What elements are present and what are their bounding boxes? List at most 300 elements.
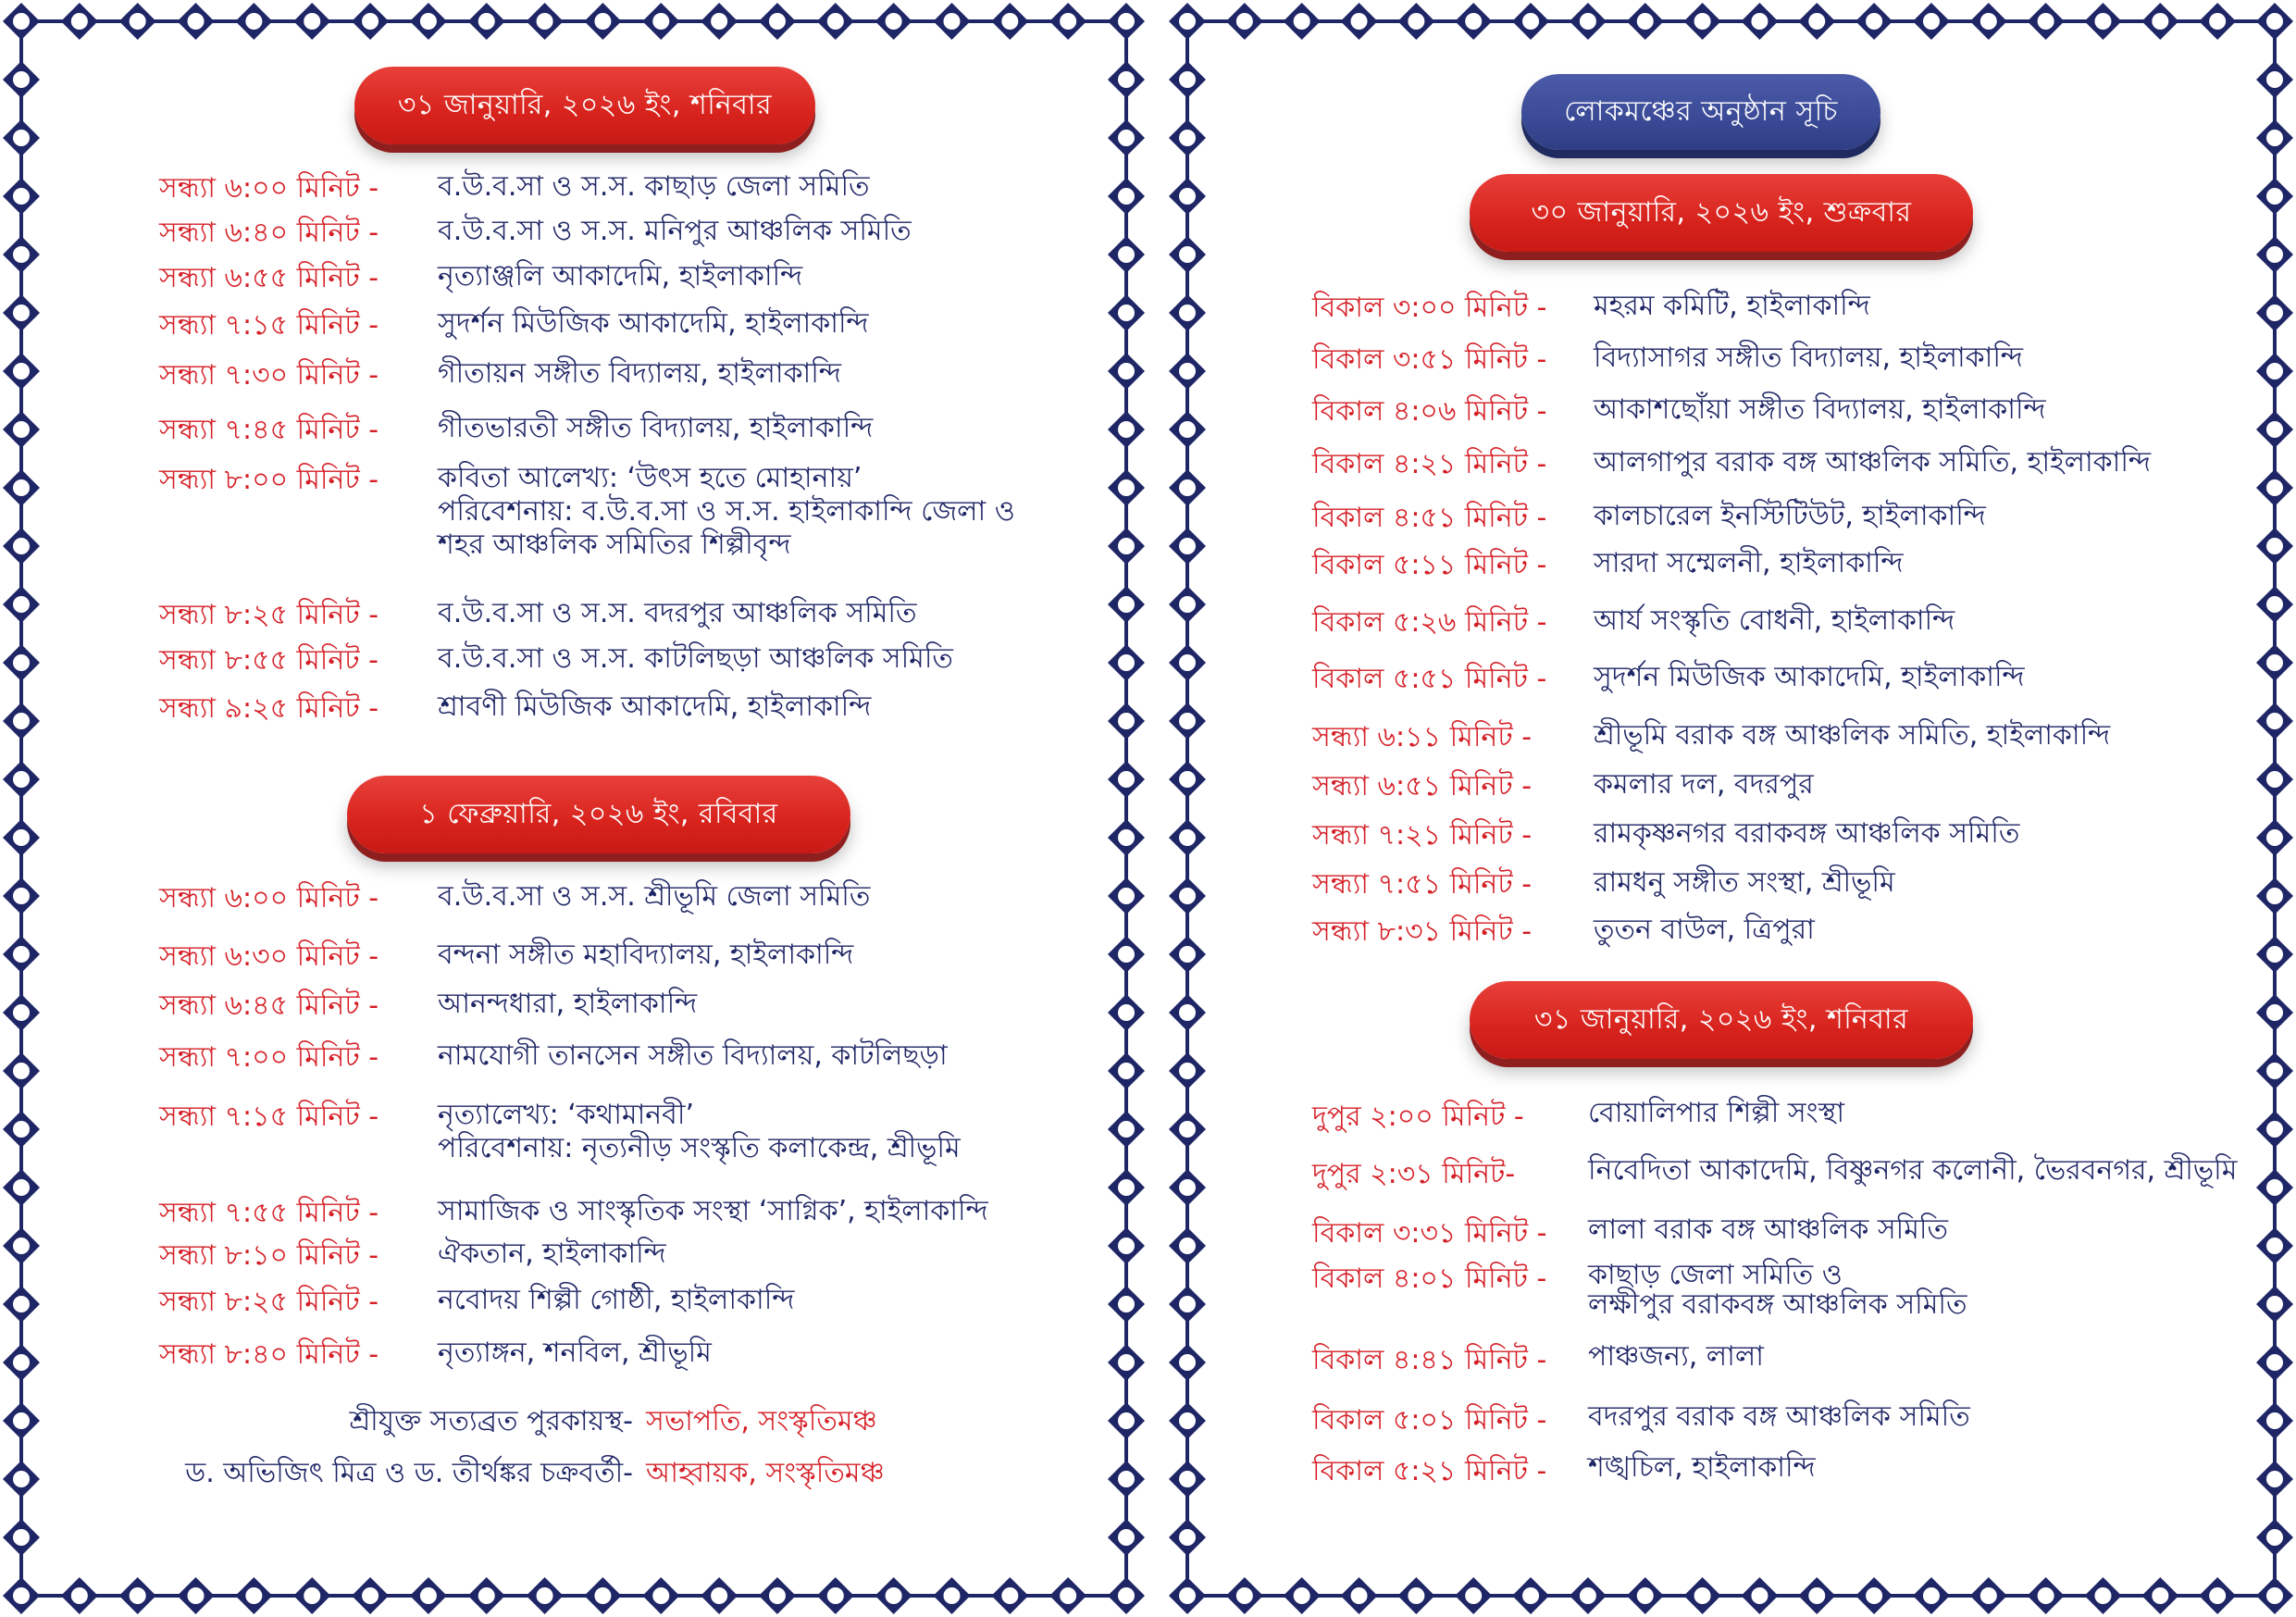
diamond-ornament <box>3 761 40 798</box>
schedule-event <box>438 1039 948 1073</box>
schedule-time: সন্ধ্যা ৬:৪০ মিনিট - <box>159 217 379 249</box>
diamond-ornament <box>3 703 40 740</box>
diamond-ornament <box>1108 1227 1145 1264</box>
diamond-ornament <box>817 1577 854 1614</box>
diamond-ornament <box>2028 1577 2065 1614</box>
diamond-ornament <box>119 3 156 40</box>
schedule-time: বিকাল ৩:৩১ মিনিট - <box>1312 1217 1547 1250</box>
diamond-ornament <box>1169 644 1206 681</box>
diamond-ornament <box>584 1577 621 1614</box>
schedule-event <box>1594 446 2151 479</box>
diamond-ornament <box>1169 936 1206 973</box>
diamond-ornament <box>2084 3 2121 40</box>
event-line: লক্ষীপুর বরাকবঙ্গ আঞ্চলিক সমিতি <box>1588 1288 1967 1321</box>
schedule-time: সন্ধ্যা ৮:৫৫ মিনিট - <box>159 644 379 677</box>
diamond-ornament <box>2256 353 2293 390</box>
diamond-ornament <box>2199 1577 2236 1614</box>
schedule-event <box>438 597 916 630</box>
diamond-ornament <box>293 1577 330 1614</box>
diamond-ornament <box>2256 178 2293 215</box>
event-line: নৃত্যাঙ্গন, শনবিল, শ্রীভূমি <box>438 1337 712 1369</box>
event-line: নৃত্যাঞ্জলি আকাদেমি, হাইলাকান্দি <box>438 260 803 292</box>
diamond-ornament <box>2028 3 2065 40</box>
diamond-ornament <box>1169 819 1206 856</box>
schedule-event <box>1594 768 1814 802</box>
diamond-ornament <box>1169 703 1206 740</box>
event-line: বদরপুর বরাক বঙ্গ আঞ্চলিক সমিতি <box>1588 1400 1970 1433</box>
diamond-ornament <box>1049 3 1086 40</box>
event-line: তুতন বাউল, ত্রিপুরা <box>1594 914 1815 946</box>
schedule-time: বিকাল ৫:২৬ মিনিট - <box>1312 606 1547 639</box>
diamond-ornament <box>1169 1111 1206 1148</box>
diamond-ornament <box>410 1577 447 1614</box>
day-header-30-jan: ৩০ জানুয়ারি, ২০২৬ ইং, শুক্রবার <box>1470 174 1973 252</box>
event-line: কমলার দল, বদরপুর <box>1594 768 1814 801</box>
diamond-ornament <box>1169 877 1206 914</box>
schedule-time: বিকাল ৪:৪১ মিনিট - <box>1312 1344 1547 1376</box>
diamond-ornament <box>527 1577 564 1614</box>
diamond-ornament <box>933 3 970 40</box>
schedule-time: সন্ধ্যা ৮:৪০ মিনিট - <box>159 1338 379 1371</box>
schedule-time: বিকাল ৩:০০ মিনিট - <box>1312 292 1547 324</box>
schedule-event <box>1594 817 2019 851</box>
schedule-time: সন্ধ্যা ৮:২৫ মিনিট - <box>159 1286 379 1318</box>
event-line: আলগাপুর বরাক বঙ্গ আঞ্চলিক সমিতি, হাইলাকান্দি <box>1594 446 2152 479</box>
diamond-ornament <box>119 1577 156 1614</box>
event-line: আর্য সংস্কৃতি বোধনী, হাইলাকান্দি <box>1594 604 1955 637</box>
schedule-time: বিকাল ৪:০১ মিনিট - <box>1312 1263 1547 1295</box>
event-line: সারদা সম্মেলনী, হাইলাকান্দি <box>1594 547 1904 579</box>
diamond-ornament <box>1169 411 1206 448</box>
schedule-event <box>438 1337 712 1370</box>
diamond-ornament <box>1169 1519 1206 1556</box>
diamond-ornament <box>1108 178 1145 215</box>
diamond-ornament <box>1855 1577 1893 1614</box>
diamond-ornament <box>1512 3 1549 40</box>
diamond-ornament <box>1108 61 1145 98</box>
diamond-ornament <box>293 3 330 40</box>
event-line: পরিবেশনায়: ব.উ.ব.সা ও স.স. হাইলাকান্দি জেলা ও <box>438 495 1015 528</box>
diamond-ornament <box>1169 1227 1206 1264</box>
diamond-ornament <box>3 1402 40 1439</box>
schedule-time: সন্ধ্যা ৭:৩০ মিনিট - <box>159 359 379 392</box>
schedule-time: সন্ধ্যা ৮:০০ মিনিট - <box>159 464 379 496</box>
diamond-ornament <box>2256 411 2293 448</box>
diamond-ornament <box>3 236 40 273</box>
schedule-time: সন্ধ্যা ৬:৪৫ মিনিট - <box>159 989 379 1022</box>
schedule-event <box>438 642 953 676</box>
diamond-ornament <box>2256 644 2293 681</box>
schedule-time: বিকাল ৪:২১ মিনিট - <box>1312 448 1547 480</box>
diamond-ornament <box>1108 877 1145 914</box>
event-line: আকাশছোঁয়া সঙ্গীত বিদ্যালয়, হাইলাকান্দি <box>1594 393 2046 426</box>
schedule-time: সন্ধ্যা ৭:২১ মিনিট - <box>1312 819 1533 852</box>
event-line: সুদর্শন মিউজিক আকাদেমি, হাইলাকান্দি <box>1594 661 2025 693</box>
diamond-ornament <box>468 1577 505 1614</box>
schedule-event <box>438 1238 666 1271</box>
diamond-ornament <box>1226 3 1263 40</box>
schedule-event <box>438 1099 961 1165</box>
schedule-event <box>1588 1215 1948 1245</box>
diamond-ornament <box>1169 294 1206 331</box>
diamond-ornament <box>1108 1052 1145 1089</box>
diamond-ornament <box>235 3 272 40</box>
diamond-ornament <box>1169 469 1206 506</box>
diamond-ornament <box>1108 1461 1145 1498</box>
diamond-ornament <box>1108 1169 1145 1206</box>
diamond-ornament <box>1226 1577 1263 1614</box>
event-line: নৃত্যালেখ্য: ‘কথামানবী’ <box>438 1099 694 1131</box>
event-line: বিদ্যাসাগর সঙ্গীত বিদ্যালয়, হাইলাকান্দি <box>1594 342 2023 374</box>
diamond-ornament <box>2256 1286 2293 1323</box>
schedule-time: দুপুর ২:৩১ মিনিট- <box>1312 1158 1516 1190</box>
schedule-time: সন্ধ্যা ৭:১৫ মিনিট - <box>159 1101 379 1133</box>
event-line: শঙ্খচিল, হাইলাকান্দি <box>1588 1451 1816 1484</box>
diamond-ornament <box>1169 1461 1206 1498</box>
schedule-time: সন্ধ্যা ৭:৫৫ মিনিট - <box>159 1197 379 1229</box>
schedule-time: বিকাল ৩:৫১ মিনিট - <box>1312 343 1547 376</box>
diamond-ornament <box>1169 1169 1206 1206</box>
event-line: ব.উ.ব.সা ও স.স. শ্রীভূমি জেলা সমিতি <box>438 880 871 913</box>
diamond-ornament <box>1684 3 1721 40</box>
diamond-ornament <box>642 3 679 40</box>
schedule-event <box>1588 1099 1844 1128</box>
diamond-ornament <box>2256 1169 2293 1206</box>
schedule-event <box>1588 1453 1816 1483</box>
diamond-ornament <box>3 1052 40 1089</box>
diamond-ornament <box>701 3 738 40</box>
diamond-ornament <box>1169 1402 1206 1439</box>
event-line: গীতভারতী সঙ্গীত বিদ্যালয়, হাইলাকান্দি <box>438 412 874 444</box>
diamond-ornament <box>2256 236 2293 273</box>
diamond-ornament <box>933 1577 970 1614</box>
diamond-ornament <box>1108 3 1145 40</box>
diamond-ornament <box>2141 1577 2178 1614</box>
diamond-ornament <box>1108 1344 1145 1381</box>
diamond-ornament <box>2256 761 2293 798</box>
day-header-1-feb: ১ ফেব্রুয়ারি, ২০২৬ ইং, রবিবার <box>347 776 850 853</box>
diamond-ornament <box>1169 3 1206 40</box>
program-title-badge: লোকমঞ্চের অনুষ্ঠান সূচি <box>1521 74 1880 150</box>
diamond-ornament <box>2256 469 2293 506</box>
diamond-ornament <box>1108 528 1145 565</box>
schedule-time: সন্ধ্যা ৯:২৫ মিনিট - <box>159 692 379 725</box>
diamond-ornament <box>2256 1111 2293 1148</box>
schedule-event <box>438 1284 794 1317</box>
event-line: বোয়ালিপার শিল্পী সংস্থা <box>1588 1097 1845 1129</box>
diamond-ornament <box>875 1577 912 1614</box>
diamond-ornament <box>1108 936 1145 973</box>
diamond-ornament <box>178 3 215 40</box>
event-line: সামাজিক ও সাংস্কৃতিক সংস্থা ‘সাগ্নিক’, হাইলাকান্দি <box>438 1195 988 1227</box>
diamond-ornament <box>2199 3 2236 40</box>
diamond-ornament <box>352 3 389 40</box>
diamond-ornament <box>235 1577 272 1614</box>
diamond-ornament <box>61 3 98 40</box>
diamond-ornament <box>1169 61 1206 98</box>
diamond-ornament <box>1108 119 1145 156</box>
schedule-event <box>438 462 1015 562</box>
schedule-time: সন্ধ্যা ৭:৪৫ মিনিট - <box>159 414 379 446</box>
diamond-ornament <box>3 1577 40 1614</box>
diamond-ornament <box>1108 236 1145 273</box>
event-line: শ্রীভূমি বরাক বঙ্গ আঞ্চলিক সমিতি, হাইলাকান্দি <box>1594 719 2111 752</box>
diamond-ornament <box>2256 1402 2293 1439</box>
diamond-ornament <box>991 3 1028 40</box>
diamond-ornament <box>1108 1519 1145 1556</box>
schedule-event <box>1594 866 1895 900</box>
diamond-ornament <box>2256 1227 2293 1264</box>
schedule-event <box>438 170 870 204</box>
diamond-ornament <box>1684 1577 1721 1614</box>
diamond-ornament <box>3 294 40 331</box>
schedule-event <box>1588 1156 2237 1186</box>
diamond-ornament <box>1108 469 1145 506</box>
diamond-ornament <box>178 1577 215 1614</box>
diamond-ornament <box>1741 3 1778 40</box>
schedule-event <box>1594 604 1955 638</box>
diamond-ornament <box>3 1344 40 1381</box>
event-line: নবোদয় শিল্পী গোষ্ঠী, হাইলাকান্দি <box>438 1284 795 1316</box>
schedule-time: সন্ধ্যা ৬:৫৫ মিনিট - <box>159 262 379 294</box>
diamond-ornament <box>3 469 40 506</box>
diamond-ornament <box>1455 1577 1492 1614</box>
diamond-ornament <box>3 61 40 98</box>
event-line: ব.উ.ব.সা ও স.স. কাছাড় জেলা সমিতি <box>438 170 870 203</box>
diamond-ornament <box>61 1577 98 1614</box>
diamond-ornament <box>2256 119 2293 156</box>
diamond-ornament <box>3 1519 40 1556</box>
diamond-ornament <box>2256 1052 2293 1089</box>
fold-gutter <box>1148 0 1166 1617</box>
diamond-ornament <box>701 1577 738 1614</box>
diamond-ornament <box>2141 3 2178 40</box>
diamond-ornament <box>2256 1461 2293 1498</box>
diamond-ornament <box>642 1577 679 1614</box>
signatory-name: ড. অভিজিৎ মিত্র ও ড. তীর্থঙ্কর চক্রবর্তী- <box>185 1457 633 1489</box>
diamond-ornament <box>1169 1286 1206 1323</box>
day-header-31-jan-left: ৩১ জানুয়ারি, ২০২৬ ইং, শনিবার <box>354 67 815 144</box>
diamond-ornament <box>1512 1577 1549 1614</box>
diamond-ornament <box>2256 528 2293 565</box>
diamond-ornament <box>3 1111 40 1148</box>
diamond-ornament <box>2256 1577 2293 1614</box>
diamond-ornament <box>1108 761 1145 798</box>
diamond-ornament <box>2256 703 2293 740</box>
schedule-time: সন্ধ্যা ৬:৫১ মিনিট - <box>1312 770 1533 802</box>
diamond-ornament <box>1169 1052 1206 1089</box>
diamond-ornament <box>1913 1577 1950 1614</box>
schedule-time: দুপুর ২:০০ মিনিট - <box>1312 1101 1524 1133</box>
event-line: রামকৃষ্ণনগর বরাকবঙ্গ আঞ্চলিক সমিতি <box>1594 817 2020 850</box>
schedule-time: সন্ধ্যা ৭:০০ মিনিট - <box>159 1041 379 1074</box>
schedule-event <box>1594 914 1815 947</box>
diamond-ornament <box>1284 1577 1321 1614</box>
diamond-ornament <box>991 1577 1028 1614</box>
diamond-ornament <box>1169 761 1206 798</box>
schedule-time: বিকাল ৫:২১ মিনিট - <box>1312 1455 1547 1487</box>
schedule-event <box>438 988 697 1021</box>
diamond-ornament <box>1108 1402 1145 1439</box>
diamond-ornament <box>3 1169 40 1206</box>
event-line: শহর আঞ্চলিক সমিতির শিল্পীবৃন্দ <box>438 529 791 561</box>
schedule-event <box>438 215 912 248</box>
diamond-ornament <box>1455 3 1492 40</box>
schedule-time: বিকাল ৫:৫১ মিনিট - <box>1312 663 1547 695</box>
schedule-time: বিকাল ৫:১১ মিনিট - <box>1312 549 1547 581</box>
diamond-ornament <box>1169 178 1206 215</box>
schedule-event <box>1594 719 2110 753</box>
diamond-ornament <box>3 528 40 565</box>
diamond-ornament <box>1798 3 1835 40</box>
diamond-ornament <box>3 936 40 973</box>
event-line: রামধনু সঙ্গীত সংস্থা, শ্রীভূমি <box>1594 866 1895 899</box>
diamond-ornament <box>2256 61 2293 98</box>
diamond-ornament <box>759 3 796 40</box>
diamond-ornament <box>2256 294 2293 331</box>
diamond-ornament <box>3 119 40 156</box>
event-line: সুদর্শন মিউজিক আকাদেমি, হাইলাকান্দি <box>438 307 869 340</box>
schedule-event <box>1594 661 2025 694</box>
signatory-role: আহ্বায়ক, সংস্কৃতিমঞ্চ <box>646 1457 885 1489</box>
schedule-event <box>1594 547 1904 580</box>
event-line: পরিবেশনায়: নৃত্যনীড় সংস্কৃতি কলাকেন্দ্র, শ্রীভূমি <box>438 1132 961 1164</box>
diamond-ornament <box>1169 119 1206 156</box>
event-line: কাছাড় জেলা সমিতি ও <box>1588 1259 1843 1291</box>
schedule-event <box>1588 1261 1967 1320</box>
diamond-ornament <box>3 1286 40 1323</box>
diamond-ornament <box>1627 3 1664 40</box>
diamond-ornament <box>2256 586 2293 623</box>
diamond-ornament <box>2256 3 2293 40</box>
diamond-ornament <box>3 586 40 623</box>
diamond-ornament <box>3 353 40 390</box>
schedule-event <box>438 260 802 293</box>
diamond-ornament <box>1108 586 1145 623</box>
diamond-ornament <box>1169 1344 1206 1381</box>
diamond-ornament <box>1341 3 1378 40</box>
event-line: কবিতা আলেখ্য: ‘উৎস হতে মোহানায়’ <box>438 462 863 494</box>
diamond-ornament <box>1169 994 1206 1031</box>
diamond-ornament <box>3 644 40 681</box>
event-line: শ্রাবণী মিউজিক আকাদেমি, হাইলাকান্দি <box>438 690 872 723</box>
schedule-event <box>438 880 870 914</box>
diamond-ornament <box>1970 3 2007 40</box>
diamond-ornament <box>817 3 854 40</box>
diamond-ornament <box>3 877 40 914</box>
diamond-ornament <box>1627 1577 1664 1614</box>
diamond-ornament <box>3 994 40 1031</box>
schedule-time: বিকাল ৫:০১ মিনিট - <box>1312 1404 1547 1437</box>
diamond-ornament <box>1108 1111 1145 1148</box>
schedule-time: সন্ধ্যা ৬:০০ মিনিট - <box>159 172 379 205</box>
signatory-role: সভাপতি, সংস্কৃতিমঞ্চ <box>646 1405 877 1437</box>
event-line: ব.উ.ব.সা ও স.স. মনিপুর আঞ্চলিক সমিতি <box>438 215 912 247</box>
schedule-time: সন্ধ্যা ৭:১৫ মিনিট - <box>159 309 379 342</box>
diamond-ornament <box>410 3 447 40</box>
diamond-ornament <box>3 1461 40 1498</box>
schedule-event <box>1588 1342 1764 1372</box>
diamond-ornament <box>1108 994 1145 1031</box>
schedule-event <box>438 412 873 445</box>
schedule-event <box>438 1195 988 1228</box>
diamond-ornament <box>1397 1577 1434 1614</box>
event-line: গীতায়ন সঙ্গীত বিদ্যালয়, হাইলাকান্দি <box>438 357 841 390</box>
diamond-ornament <box>3 1227 40 1264</box>
event-line: মহরম কমিটি, হাইলাকান্দি <box>1594 290 1870 322</box>
schedule-event <box>1594 290 1870 323</box>
diamond-ornament <box>1741 1577 1778 1614</box>
schedule-event <box>1594 342 2023 375</box>
diamond-ornament <box>468 3 505 40</box>
schedule-event <box>438 357 841 391</box>
diamond-ornament <box>875 3 912 40</box>
diamond-ornament <box>1108 353 1145 390</box>
diamond-ornament <box>584 3 621 40</box>
schedule-time: সন্ধ্যা ৮:২৫ মিনিট - <box>159 599 379 631</box>
schedule-event <box>1594 393 2046 427</box>
right-program-panel <box>1166 0 2296 1617</box>
diamond-ornament <box>3 178 40 215</box>
event-line: কালচারেল ইনস্টিটিউট, হাইলাকান্দি <box>1594 500 1986 532</box>
diamond-ornament <box>1108 294 1145 331</box>
diamond-ornament <box>2084 1577 2121 1614</box>
schedule-time: সন্ধ্যা ৭:৫১ মিনিট - <box>1312 868 1533 901</box>
diamond-ornament <box>1169 1577 1206 1614</box>
diamond-ornament <box>1169 528 1206 565</box>
diamond-ornament <box>1570 3 1607 40</box>
schedule-event <box>438 307 869 341</box>
schedule-time: সন্ধ্যা ৬:৩০ মিনিট - <box>159 940 379 973</box>
event-line: লালা বরাক বঙ্গ আঞ্চলিক সমিতি <box>1588 1213 1949 1246</box>
diamond-ornament <box>1169 236 1206 273</box>
diamond-ornament <box>1913 3 1950 40</box>
diamond-ornament <box>1108 1577 1145 1614</box>
diamond-ornament <box>2256 1344 2293 1381</box>
diamond-ornament <box>3 819 40 856</box>
diamond-ornament <box>527 3 564 40</box>
schedule-time: বিকাল ৪:৫১ মিনিট - <box>1312 502 1547 534</box>
schedule-time: সন্ধ্যা ৮:১০ মিনিট - <box>159 1239 379 1272</box>
diamond-ornament <box>2256 819 2293 856</box>
diamond-ornament <box>1970 1577 2007 1614</box>
event-line: ব.উ.ব.সা ও স.স. বদরপুর আঞ্চলিক সমিতি <box>438 597 917 629</box>
diamond-ornament <box>1397 3 1434 40</box>
diamond-ornament <box>1108 1286 1145 1323</box>
diamond-ornament <box>1108 703 1145 740</box>
diamond-ornament <box>1570 1577 1607 1614</box>
event-line: পাঞ্চজন্য, লালা <box>1588 1340 1764 1373</box>
event-line: ব.উ.ব.সা ও স.স. কাটলিছড়া আঞ্চলিক সমিতি <box>438 642 953 675</box>
diamond-ornament <box>759 1577 796 1614</box>
diamond-ornament <box>1855 3 1893 40</box>
event-line: ঐকতান, হাইলাকান্দি <box>438 1238 666 1270</box>
diamond-ornament <box>2256 1519 2293 1556</box>
diamond-ornament <box>1284 3 1321 40</box>
schedule-event <box>1594 500 1986 533</box>
diamond-ornament <box>1108 819 1145 856</box>
diamond-ornament <box>1169 353 1206 390</box>
schedule-event <box>438 939 853 972</box>
schedule-time: সন্ধ্যা ৮:৩১ মিনিট - <box>1312 915 1533 948</box>
schedule-event <box>1588 1402 1970 1432</box>
schedule-time: সন্ধ্যা ৬:১১ মিনিট - <box>1312 721 1533 753</box>
diamond-ornament <box>3 3 40 40</box>
schedule-time: সন্ধ্যা ৬:০০ মিনিট - <box>159 882 379 914</box>
diamond-ornament <box>2256 936 2293 973</box>
diamond-ornament <box>3 411 40 448</box>
event-line: আনন্দধারা, হাইলাকান্দি <box>438 988 698 1020</box>
